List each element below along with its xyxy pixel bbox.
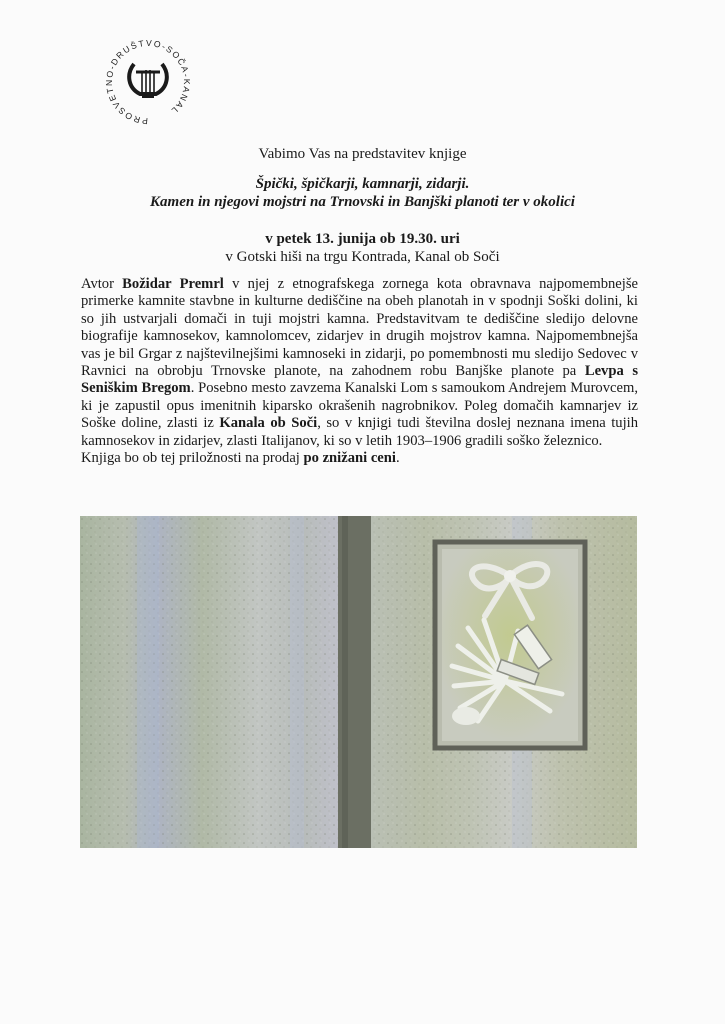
sale-note: Knjiga bo ob tej priložnosti na prodaj po znižani ceni.: [81, 450, 400, 467]
society-logo: [96, 30, 200, 134]
invitation-line: Vabimo Vas na predstavitev knjige: [258, 146, 467, 162]
logo-org-text: PROSVETNO-DRUŠTVO-SOČA-KANAL: [103, 37, 193, 127]
svg-text:PROSVETNO-DRUŠTVO-SOČA-KANAL: [104, 38, 192, 126]
description: [81, 276, 638, 467]
event-place: v Gotski hiši na trgu Kontrada, Kanal ob Soči: [225, 249, 500, 265]
book-title: Špički, špičkarji, kamnarji, zidarji.: [255, 176, 470, 192]
lyre-icon: [129, 64, 167, 96]
description-paragraph: Avtor Božidar Premrl v njej z etnografskega zornega kota obravnava najpomembnejše primerke kamnite stavbne in kulturne dediščine na obeh planotah in v spodnji Soški dolini, ki so jih ustvarjali domači in tuji mojstri kamna. Predstavitvam te dediščine sledijo delovne biografije kamnosekov, kamnolomcev, zidarjev in drugih mojstrov kamna. Najpomembnejša vas je bil Grgar z najštevilnejšimi kamnoseki in zidarji, po pomembnosti mu sledijo Sedovec v Ravnici na obrobju Trnovske planote, na zahodnem robu Banjške planote pa Levpa s Seniškim Bregom. Posebno mesto zavzema Kanalski Lom s samoukom Andrejem Murovcem, ki je zapustil opus imenitnih kiparsko okrašenih nagrobnikov. Poleg domačih kamnarjev iz Soške doline, zlasti iz Kanala ob Soči, so v knjigi tudi številna doslej neznana imena tujih kamnosekov in zidarjev, zlasti Italijanov, ki so v letih 1903–1906 gradili soško železnico.: [81, 276, 638, 449]
discount-text: po znižani ceni: [303, 450, 396, 467]
place-kanal: Kanala ob Soči: [219, 415, 318, 432]
place-levpa: Levpa s Seniškim Bregom: [81, 363, 638, 397]
event-date: v petek 13. junija ob 19.30. uri: [265, 231, 460, 247]
stone-relief-photo: [80, 516, 637, 848]
author-name: Božidar Premrl: [122, 276, 224, 292]
book-subtitle: Kamen in njegovi mojstri na Trnovski in Banjški planoti ter v okolici: [150, 194, 575, 210]
